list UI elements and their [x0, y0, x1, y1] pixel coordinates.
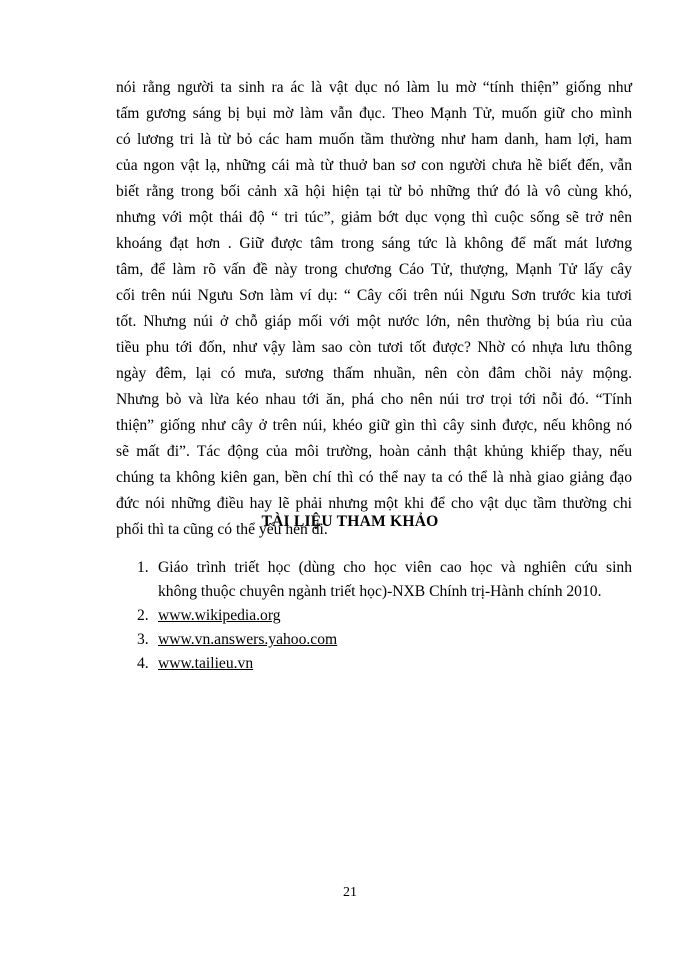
reference-link-yahoo-answers[interactable]: www.vn.answers.yahoo.com [158, 631, 338, 648]
reference-number: 1. [137, 559, 149, 576]
references-heading: TÀI LIỆU THAM KHẢO [261, 513, 439, 530]
body-line: phối thì ta cũng có thể yếu hèn đi. [116, 521, 328, 538]
body-line: tâm, để làm rõ vấn đề này trong chương Cáo Tử, thượng, Mạnh Tử lấy cây [116, 261, 632, 278]
body-line: có lương tri là từ bỏ các ham muốn tầm thường như ham danh, ham lợi, ham [116, 131, 632, 148]
reference-item [137, 556, 637, 604]
references-list [137, 556, 637, 676]
reference-text: không thuộc chuyên ngành triết học)-NXB Chính trị-Hành chính 2010. [158, 583, 602, 600]
body-line: của ngon vật lạ, những cái mà từ thuở ban sơ con người chưa hề biết đến, vẫn [116, 157, 632, 174]
reference-item [137, 628, 637, 652]
body-line: thiện” giống như cây ở trên núi, khéo giữ gìn thì cây sinh được, nếu không nó [116, 417, 632, 434]
body-line: sẽ mất đi”. Tác động của môi trường, hoàn cảnh thật khủng khiếp thay, nếu [116, 443, 632, 460]
page-number: 21 [343, 885, 357, 900]
body-line: nhưng với một thái độ “ tri túc”, giảm bớt dục vọng thì cuộc sống sẽ trở nên [116, 209, 632, 226]
body-line: ngày đêm, lại có mưa, sương thấm nhuần, nên còn đâm chồi nảy mộng. [116, 365, 632, 382]
body-line: chúng ta không kiên gan, bền chí thì có thể nay ta có thể là nhà giao giảng đạo [116, 469, 632, 486]
body-line: cối trên núi Ngưu Sơn làm ví dụ: “ Cây cối trên núi Ngưu Sơn trước kia tươi [116, 287, 632, 304]
body-line: Nhưng bò và lừa kéo nhau tới ăn, phá cho nên núi trơ trọi tới nỗi đó. “Tính [116, 391, 632, 408]
reference-text: Giáo trình triết học (dùng cho học viên cao học và nghiên cứu sinh [158, 559, 632, 576]
reference-link-wikipedia[interactable]: www.wikipedia.org [158, 607, 281, 624]
reference-number: 3. [137, 631, 149, 648]
reference-link-tailieu[interactable]: www.tailieu.vn [158, 655, 254, 672]
body-line: tấm gương sáng bị bụi mờ làm vẫn đục. Theo Mạnh Tử, muốn giữ cho mình [116, 105, 632, 122]
reference-item [137, 604, 637, 628]
body-line: đức nói những điều hay lẽ phải nhưng một khi để cho vật dục tầm thường chi [116, 495, 632, 512]
body-line: nói rằng người ta sinh ra ác là vật dục nó làm lu mờ “tính thiện” giống như [116, 79, 632, 96]
reference-item [137, 652, 637, 676]
body-line: tiều phu tới đốn, như vậy làm sao còn tươi tốt được? Nhờ có nhựa lưu thông [116, 339, 632, 356]
body-paragraph [116, 75, 632, 543]
reference-number: 4. [137, 655, 149, 672]
body-line: tốt. Nhưng núi ở chỗ giáp mối với một nước lớn, nên thường bị búa rìu của [116, 313, 632, 330]
reference-number: 2. [137, 607, 149, 624]
body-line: biết rằng trong bối cảnh xã hội hiện tại từ bỏ những thứ đó là vô cùng khó, [116, 183, 632, 200]
body-line: khoáng đạt hơn . Giữ được tâm trong sáng tức là không để mất mát lương [116, 235, 632, 252]
